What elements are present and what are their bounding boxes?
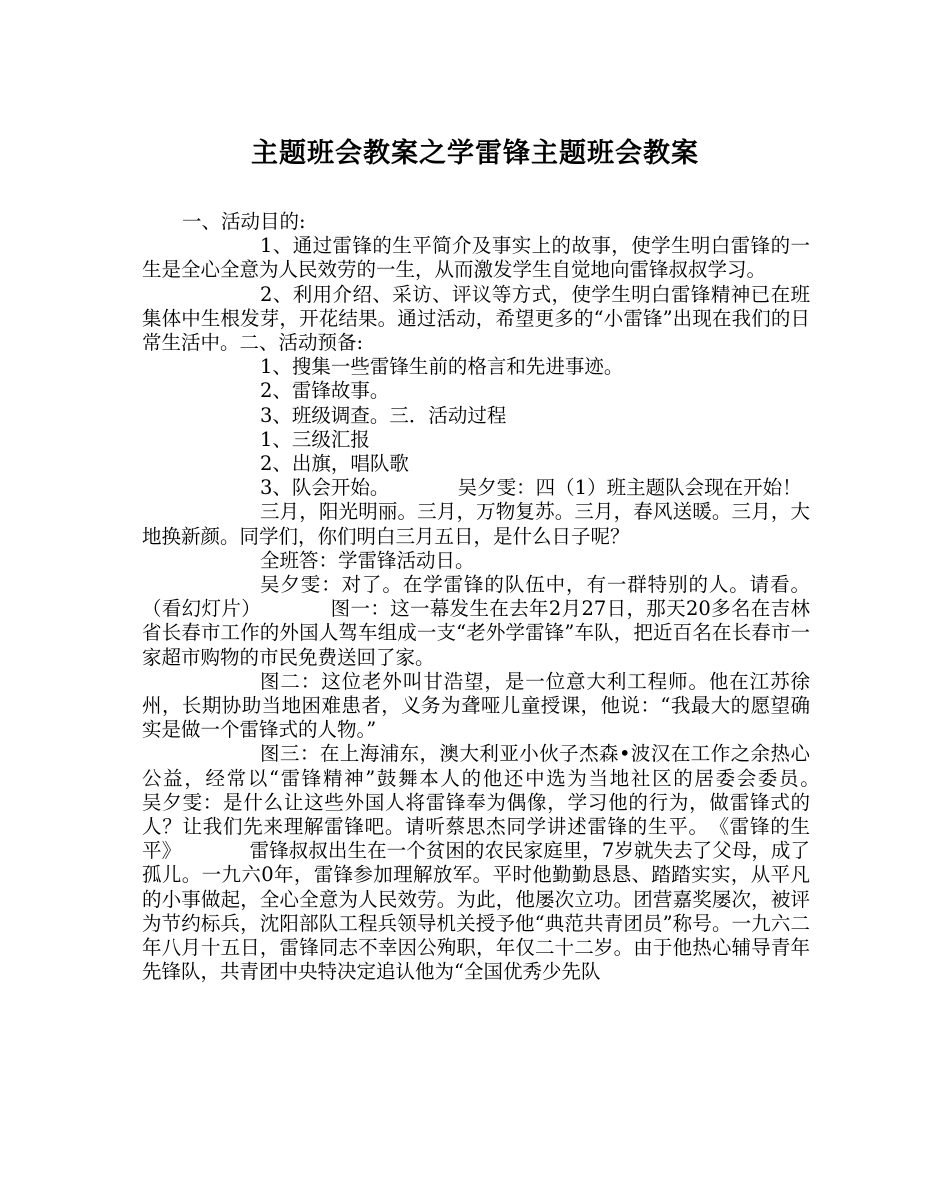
list-item: 3、班级调查。三．活动过程 (260, 403, 507, 427)
paragraph: 吴夕雯：对了。在学雷锋的队伍中，有一群特别的人。请看。（看幻灯片） 图一：这一幕发生在去年2月27日，那天20多名在吉林省长春市工作的外国人驾车组成一支“老外学雷锋”车队，把近百名在长春市一家超市购物的市民免费送回了家。 (142, 573, 810, 669)
document-body (142, 210, 889, 985)
list-item: 2、出旗，唱队歌 (260, 452, 409, 476)
paragraph: 图二：这位老外叫甘浩望，是一位意大利工程师。他在江苏徐州，长期协助当地困难患者，义务为聋哑儿童授课，他说：“我最大的愿望确实是做一个雷锋式的人物。” (142, 669, 810, 742)
paragraph: 三月，阳光明丽。三月，万物复苏。三月，春风送暖。三月，大地换新颜。同学们，你们明白三月五日，是什么日子呢？ (142, 500, 810, 548)
list-item: 1、三级汇报 (260, 427, 370, 451)
document-title: 主题班会教案之学雷锋主题班会教案 (251, 138, 699, 169)
list-item: 1、搜集一些雷锋生前的格言和先进事迹。 (260, 355, 624, 379)
paragraph: 3、队会开始。 吴夕雯：四（1）班主题队会现在开始！ (260, 476, 802, 500)
paragraph: 2、利用介绍、采访、评议等方式，使学生明白雷锋精神已在班集体中生根发芽，开花结果。通过活动，希望更多的“小雷锋”出现在我们的日常生活中。二、活动预备: (142, 282, 810, 355)
list-item: 2、雷锋故事。 (260, 379, 390, 403)
paragraph: 全班答：学雷锋活动日。 (260, 548, 475, 572)
paragraph: 1、通过雷锋的生平简介及事实上的故事，使学生明白雷锋的一生是全心全意为人民效劳的一生，从而激发学生自觉地向雷锋叔叔学习。 (142, 234, 810, 282)
paragraph: 图三：在上海浦东，澳大利亚小伙子杰森•波汉在工作之余热心公益，经常以“雷锋精神”鼓舞本人的他还中选为当地社区的居委会委员。 吴夕雯：是什么让这些外国人将雷锋奉为偶像，学习他的行为，做雷锋式的人？让我们先来理解雷锋吧。请听蔡思杰同学讲述雷锋的生平。 《雷锋的生平》 雷锋叔叔出生在一个贫困的农民家庭里，7岁就失去了父母，成了孤儿。一九六0年，雷锋参加理解放军。平时他勤勤恳恳、踏踏实实，从平凡的小事做起，全心全意为人民效劳。为此，他屡次立功。团营嘉奖屡次，被评为节约标兵，沈阳部队工程兵领导机关授予他“典范共青团员”称号。一九六二年八月十五日，雷锋同志不幸因公殉职，年仅二十二岁。由于他热心辅导青年先锋队，共青团中央特决定追认他为“全国优秀少先队 (142, 742, 889, 984)
section-heading-purpose: 一、活动目的: (182, 210, 306, 233)
